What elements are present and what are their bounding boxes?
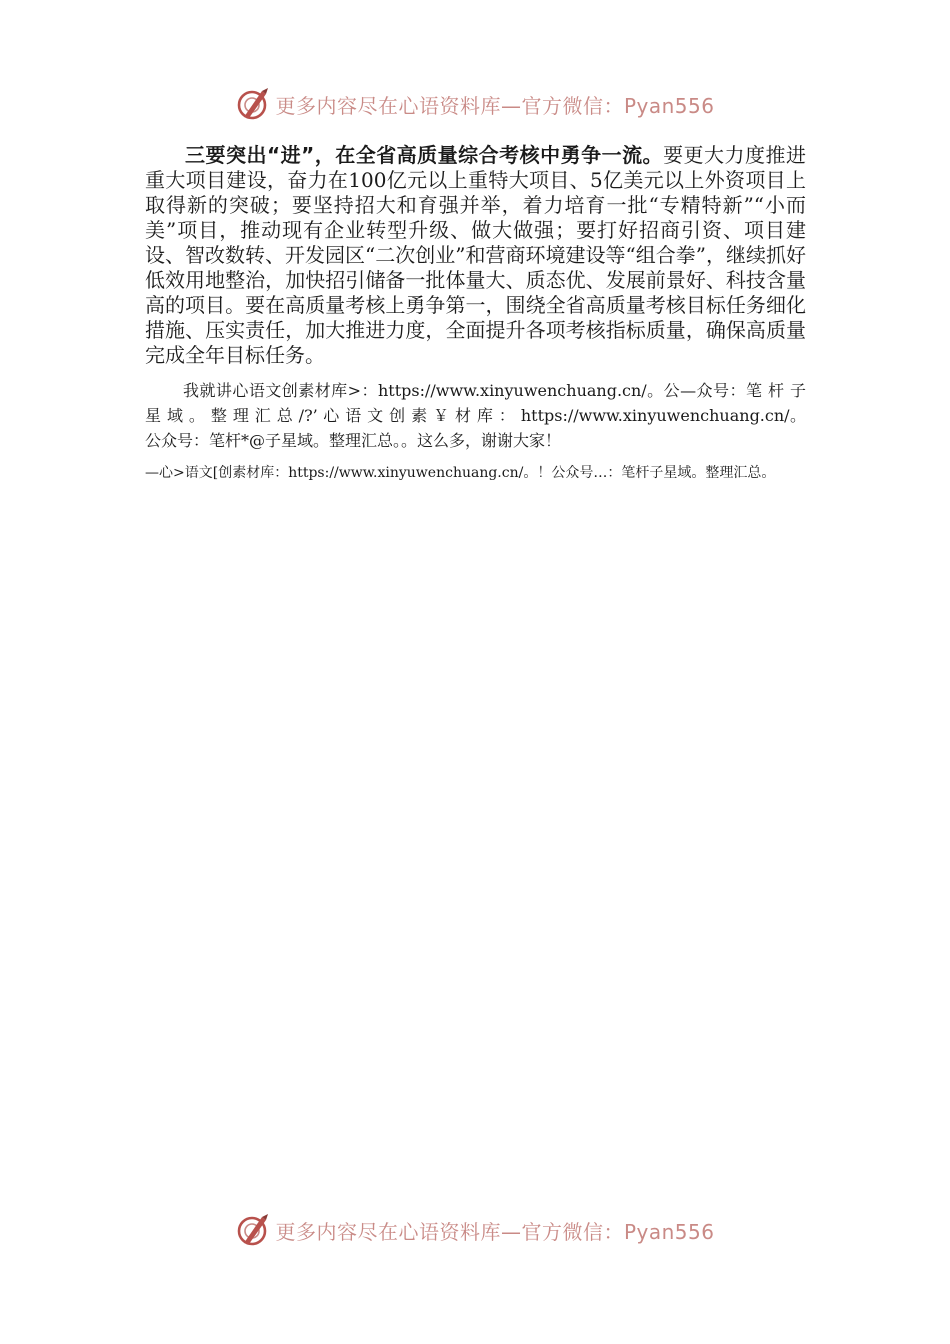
banner-text: 更多内容尽在心语资料库—官方微信：Pyan556 (275, 1219, 715, 1244)
footer-banner (0, 1208, 950, 1252)
quill-pen-logo-icon (235, 1212, 271, 1248)
paragraph-footer-note: —心>语文[创素材库：https://www.xinyuwenchuang.cn/。！公众号…：笔杆子星域。整理汇总。 (145, 465, 776, 481)
paragraph-lead: 三要突出“进”，在全省高质量综合考核中勇争一流。 (185, 143, 664, 167)
document-body (145, 143, 806, 485)
banner-text: 更多内容尽在心语资料库—官方微信：Pyan556 (275, 93, 715, 118)
paragraph-main (145, 143, 806, 368)
paragraph-text: 要更大力度推进重大项目建设，奋力在100亿元以上重特大项目、5亿美元以上外资项目上取得新的突破；要坚持招大和育强并举，着力培育一批“专精特新”“小而美”项目，推动现有企业转型升级、做大做强；要打好招商引资、项目建设、智改数转、开发园区“二次创业”和营商环境建设等“组合拳”，继续抓好低效用地整治，加快招引储备一批体量大、质态优、发展前景好、科技含量高的项目。要在高质量考核上勇争第一，围绕全省高质量考核目标任务细化措施、压实责任，加大推进力度，全面提升各项考核指标质量，确保高质量完成全年目标任务。 (145, 143, 807, 367)
quill-pen-logo-icon (235, 86, 271, 122)
paragraph-resource-note: 我就讲心语文创素材库>：https://www.xinyuwenchuang.cn/。公—众号：笔 杆 子 星 域 。 整 理 汇 总 /?’ 心 语 文 创 素 ￥ 材 库 ： https://www.xinyuwenchuang.cn/。公众号：笔杆*@子星域。整理汇总。。这么多，谢谢大家！ (145, 381, 806, 450)
header-banner (0, 82, 950, 126)
